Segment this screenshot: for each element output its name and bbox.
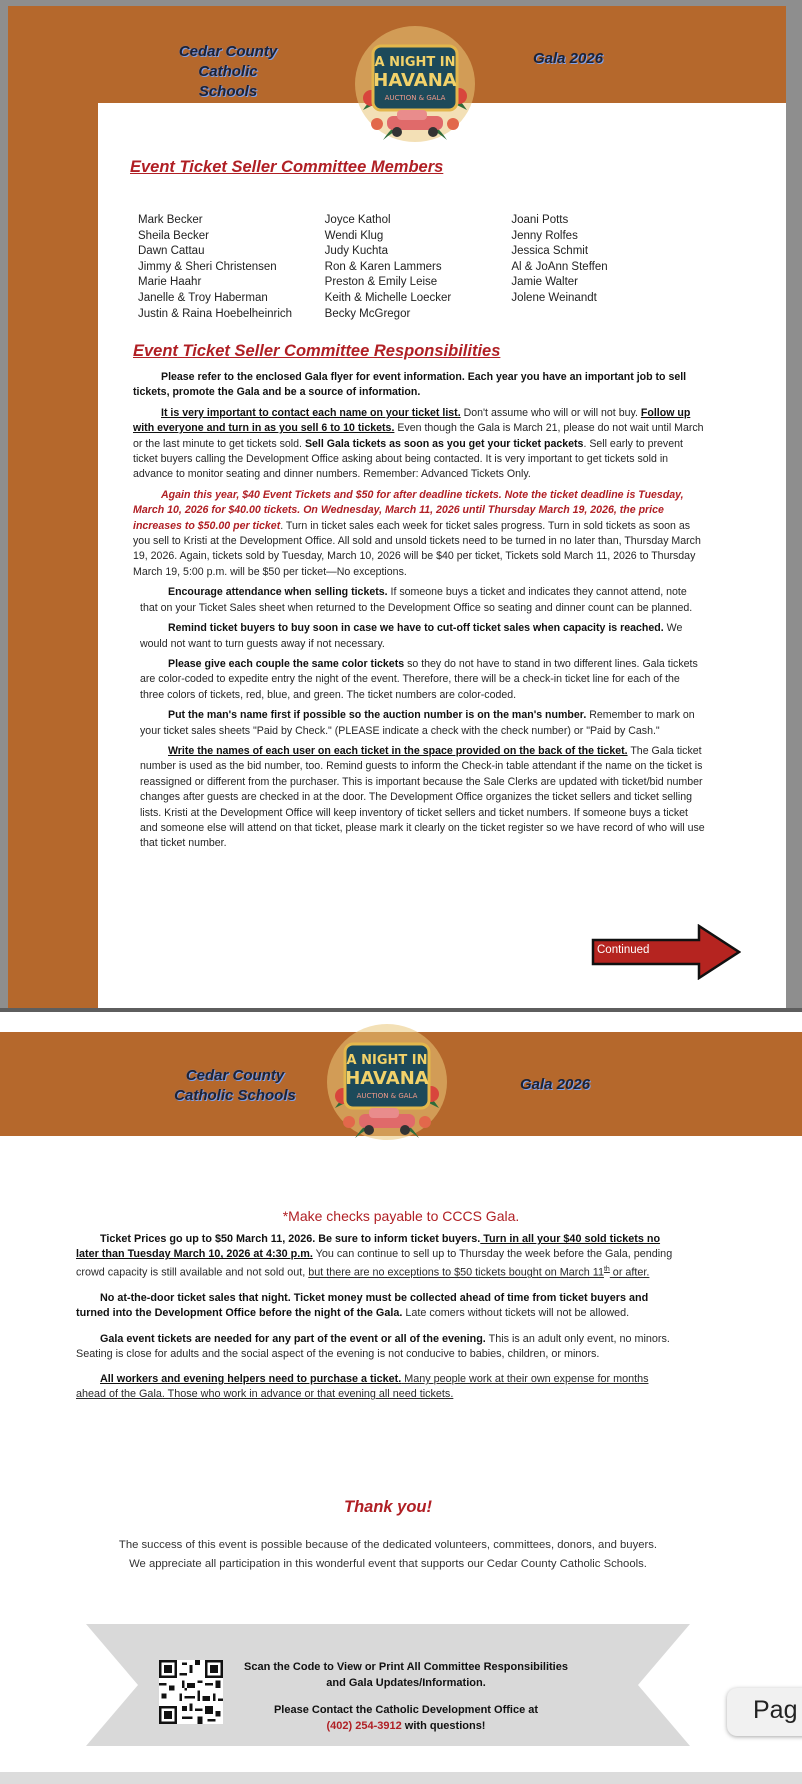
responsibilities-title: Event Ticket Seller Committee Responsibilities	[133, 342, 501, 360]
paragraph-contact: It is very important to contact each name on your ticket list. Don't assume who will or will not buy. Follow up with everyone and turn in as you sell 6 to 10 tickets. Even though the Gala is March 21, please do not wait until March or the last minute to get tickets sold. Sell Gala tickets as soon as you get your ticket packets. Sell early to prevent ticket buyers calling the Development Office asking about being contacted. It is very important to get tickets sold in advance to monitor seating and dinner numbers. Remember: Advanced Tickets Only.	[133, 406, 704, 481]
members-column-1	[138, 213, 325, 322]
member-name: Sheila Becker	[138, 229, 209, 242]
havana-gala-logo	[353, 20, 477, 158]
member-name: Dawn Cattau	[138, 245, 205, 258]
member-name: Joyce Kathol	[324, 214, 391, 226]
paragraph-ticket-names: Write the names of each user on each ticket in the space provided on the back of the ticket. The Gala ticket number is used as the bid number, too. Remind guests to inform the Check-in table attendant if the name on the ticket is reassigned or different from the purchaser. This is important because the Sale Clerks are updated with ticket/bid number changes after guests are checked in at the door. The Development Office organizes the ticket sellers and ticket selling lists. Kristi at the Development Office will keep inventory of ticket sellers and ticket numbers. If someone buys a ticket and someone else will attend on that ticket, please mark it clearly on the ticket register so we have record of who will use that ticket number.	[140, 744, 705, 850]
member-name: Preston & Emily Leise	[324, 276, 438, 289]
member-name: Jimmy & Sheri Christensen	[138, 260, 277, 273]
continued-arrow	[591, 924, 741, 980]
paragraph-attendance: Encourage attendance when selling tickets. If someone buys a ticket and indicates they cannot attend, note that on your Ticket Sales sheet when returned to the Development Office so seating and dinner count can be planned.	[140, 586, 693, 614]
member-name: Justin & Raina Hoebelheinrich	[138, 307, 293, 320]
member-name: Jolene Weinandt	[511, 291, 597, 304]
member-name: Becky McGregor	[324, 307, 411, 320]
member-name: Al & JoAnn Steffen	[511, 260, 608, 273]
logo-line2: HAVANA	[345, 1068, 429, 1089]
member-name: Jenny Rolfes	[511, 229, 578, 242]
member-name: Ron & Karen Lammers	[324, 260, 442, 273]
gala-year-label: Gala 2026	[533, 50, 604, 67]
responsibilities-body	[133, 370, 705, 857]
school-name: Cedar County Catholic Schools	[178, 43, 278, 100]
page-number-popup[interactable]	[727, 1688, 802, 1736]
ticket-policy-body	[76, 1232, 674, 1412]
school-name: Cedar County Catholic Schools	[174, 1067, 296, 1104]
contact-ribbon-text: Scan the Code to View or Print All Committee Responsibilities and Gala Updates/Information. Please Contact the Catholic Development Office at (402) 254-3912 with questions!	[244, 1661, 568, 1732]
paragraph-pricing: Again this year, $40 Event Tickets and $50 for after deadline tickets. Note the ticket deadline is Tuesday, March 10, 2026 for $40.00 tickets. On Wednesday, March 11, 2026 until Thursday March 19, 2026, the price increases to $50.00 per ticket. Turn in ticket sales each week for ticket sales progress. Turn in sold tickets as soon as you sell to Kristi at the Development Office. All sold and unsold tickets need to be turned in no later than, Thursday March 19, 2026. Again, tickets sold by Tuesday, March 10, 2026 will be $40 per ticket, Tickets sold March 11, 2026 to Thursday March 19, 5:00 p.m. will be $50 per ticket—No exceptions.	[133, 488, 701, 578]
member-name: Mark Becker	[138, 214, 203, 226]
contact-ribbon	[86, 1624, 690, 1746]
paragraph-remind: Remind ticket buyers to buy soon in case we have to cut-off ticket sales when capacity is reached. We would not want to turn guests away if not necessary.	[140, 622, 683, 650]
member-name: Judy Kuchta	[324, 245, 388, 258]
members-title: Event Ticket Seller Committee Members	[130, 158, 444, 176]
paragraph-no-door-sales: No at-the-door ticket sales that night. Ticket money must be collected ahead of time from ticket buyers and turned into the Development Office before the night of the Gala. Late comers without tickets will not be allowed.	[76, 1292, 649, 1320]
thank-you-text: The success of this event is possible because of the dedicated volunteers, committees, donors, and buyers. We appreciate all participation in this wonderful event that supports our Cedar County Catholic Schools.	[118, 1539, 658, 1570]
logo-line2: HAVANA	[373, 70, 457, 91]
phone-number[interactable]: (402) 254-3912	[326, 1719, 402, 1732]
logo-line1: A NIGHT IN	[346, 1053, 428, 1068]
member-name: Marie Haahr	[138, 276, 202, 289]
member-name: Wendi Klug	[324, 229, 384, 242]
continued-label: Continued	[597, 944, 650, 956]
paragraph-adult-only: Gala event tickets are needed for any part of the event or all of the evening. This is an adult only event, no minors. Seating is close for adults and the social aspect of the evening is not conducive to babies, children, or minors.	[76, 1332, 670, 1360]
paragraph-names-order: Put the man's name first if possible so the auction number is on the man's number. Remember to mark on your ticket sales sheets "Paid by Check." (PLEASE indicate a check with the check number) or "Paid by Cash."	[140, 709, 695, 737]
member-name: Jessica Schmit	[511, 245, 589, 258]
thank-you-title: Thank you!	[343, 1498, 432, 1516]
members-list	[138, 213, 698, 322]
paragraph-workers: All workers and evening helpers need to purchase a ticket. Many people work at their own expense for months ahead of the Gala. Those who work in advance or that evening all need tickets.	[76, 1373, 649, 1401]
member-name: Jamie Walter	[511, 276, 579, 289]
paragraph-intro: Please refer to the enclosed Gala flyer for event information. Each year you have an important job to sell tickets, promote the Gala and be a source of information.	[133, 371, 687, 399]
member-name: Keith & Michelle Loecker	[324, 291, 452, 304]
logo-line1: A NIGHT IN	[374, 55, 456, 70]
logo-line3: AUCTION & GALA	[384, 94, 446, 102]
members-column-2	[325, 213, 512, 322]
qr-code-icon[interactable]	[159, 1660, 223, 1724]
page-number-label: Pag	[753, 1696, 798, 1724]
logo-line3: AUCTION & GALA	[356, 1092, 418, 1100]
paragraph-price-increase: Ticket Prices go up to $50 March 11, 2026. Be sure to inform ticket buyers. Turn in all your $40 sold tickets no later than Tuesday March 10, 2026 at 4:30 p.m. You can continue to sell up to Thursday the week before the Gala, pending crowd capacity is still available and not sold out, but there are no exceptions to $50 tickets bought on March 11th or after.	[76, 1233, 673, 1279]
members-column-3	[511, 213, 698, 322]
member-name: Joani Potts	[511, 214, 569, 226]
viewer-bottom-bar	[0, 1772, 802, 1784]
paragraph-colors: Please give each couple the same color tickets so they do not have to stand in two different lines. Gala tickets are color-coded to expedite entry the night of the event. Therefore, there will be a check-in ticket line for each of the three colors of tickets, red, blue, and green. The ticket numbers are color-coded.	[140, 657, 698, 701]
gala-year-label: Gala 2026	[520, 1076, 591, 1093]
checks-payable-note: *Make checks payable to CCCS Gala.	[282, 1208, 520, 1224]
page-1	[8, 6, 786, 1008]
havana-gala-logo	[325, 1018, 449, 1156]
page-2	[0, 1012, 802, 1772]
member-name: Janelle & Troy Haberman	[138, 291, 268, 304]
